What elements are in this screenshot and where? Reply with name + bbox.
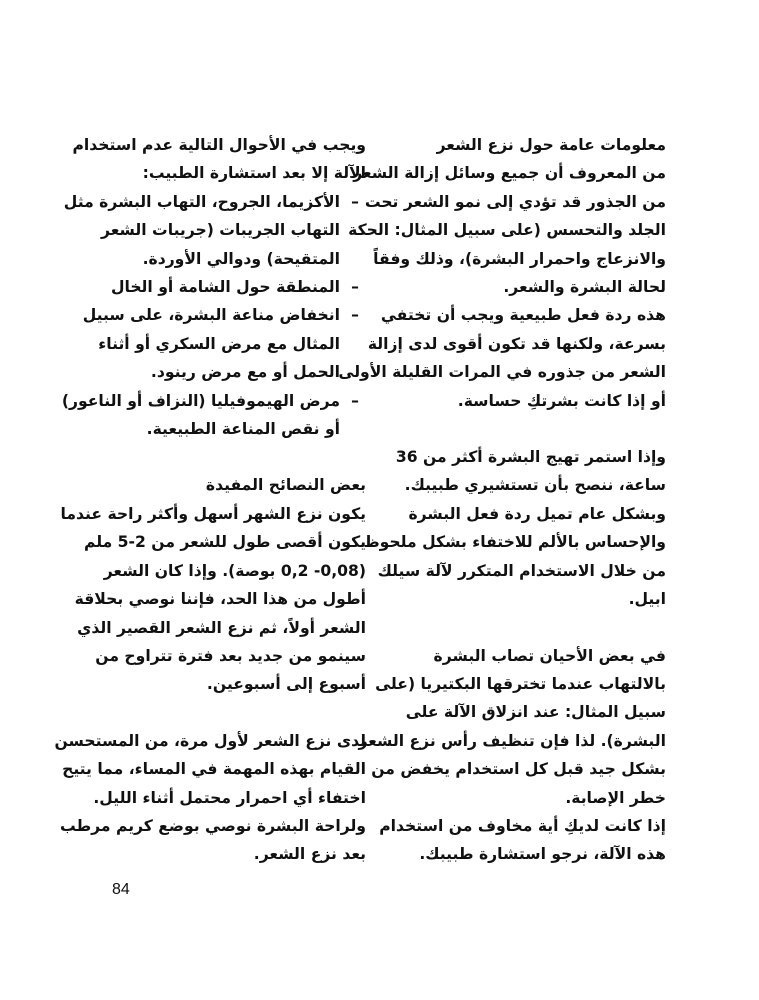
first-time-paragraph xyxy=(54,727,366,869)
text-line: من خلال الاستخدام المتكرر لآلة سيلك xyxy=(377,561,666,580)
dash-bullet: – xyxy=(351,391,359,410)
text-line: ولراحة البشرة نوصي بوضع كريم مرطب xyxy=(59,816,366,835)
text-line: (0,08- 0,2 بوصة). وإذا كان الشعر xyxy=(103,561,366,580)
text-line: سينمو من جديد بعد فترة تتراوح من xyxy=(95,646,366,665)
irritation-paragraph xyxy=(363,443,666,613)
concerns-paragraph xyxy=(379,812,666,869)
text-line: المثال مع مرض السكري أو أثناء xyxy=(98,334,340,353)
text-line: مرض الهيموفيليا (النزاف أو الناعور) xyxy=(61,391,340,410)
text-line: يكون أقصى طول للشعر من 2-5 ملم xyxy=(83,533,366,552)
text-line: المتقيحة) ودوالي الأوردة. xyxy=(142,249,340,268)
text-line: بسرعة، ولكنها قد تكون أقوى لدى إزالة xyxy=(367,334,666,353)
text-line: في بعض الأحيان تصاب البشرة xyxy=(433,646,666,665)
text-line: ساعة، ننصح بأن تستشيري طبيبك. xyxy=(404,476,666,495)
tips-title: بعض النصائح المفيدة xyxy=(205,476,366,495)
text-line: ويجب في الأحوال التالية عدم استخدام xyxy=(72,136,366,154)
text-line: الجلد والتحسس (على سبيل المثال: الحكة xyxy=(348,221,666,240)
warning-list-item xyxy=(63,188,366,273)
text-line: أطول من هذا الحد، فإننا نوصي بحلاقة xyxy=(74,590,366,609)
page-number: 84 xyxy=(112,881,130,898)
text-line: أسبوع إلى أسبوعين. xyxy=(206,675,366,694)
text-line: انخفاض مناعة البشرة، على سبيل xyxy=(82,306,340,325)
text-line: بالالتهاب عندما تخترقها البكتيريا (على xyxy=(375,674,666,693)
general-info-section xyxy=(348,131,666,301)
text-line: والإحساس بالألم للاختفاء بشكل ملحوظ xyxy=(363,533,666,552)
warning-list-item xyxy=(83,273,366,301)
reaction-paragraph xyxy=(338,301,666,415)
text-line: الحمل أو مع مرض رينود. xyxy=(150,363,340,382)
paragraph-gap xyxy=(396,614,666,642)
text-line: وإذا استمر تهيج البشرة أكثر من 36 xyxy=(395,448,666,467)
text-line: القيام بهذه المهمة في المساء، مما يتيح xyxy=(62,760,366,779)
text-line: خطر الإصابة. xyxy=(565,788,666,807)
text-line: وبشكل عام تميل ردة فعل البشرة xyxy=(408,504,666,523)
general-info-title: معلومات عامة حول نزع الشعر xyxy=(436,136,666,154)
text-line: الأكزيما، الجروح، التهاب البشرة مثل xyxy=(63,192,340,211)
text-line: اختفاء أي احمرار محتمل أثناء الليل. xyxy=(93,788,366,807)
text-line: هذه ردة فعل طبيعية ويجب أن تختفي xyxy=(380,306,666,325)
paragraph-gap xyxy=(83,443,366,471)
text-line: أو إذا كانت بشرتكِ حساسة. xyxy=(457,391,666,410)
text-line: من المعروف أن جميع وسائل إزالة الشعر xyxy=(353,164,666,183)
left-column xyxy=(54,131,366,869)
warning-section xyxy=(61,131,366,443)
text-line: من الجذور قد تؤدي إلى نمو الشعر تحت xyxy=(364,192,666,211)
warning-list-item xyxy=(83,301,366,386)
paragraph-gap xyxy=(396,415,666,443)
text-line: إذا كانت لديكِ أية مخاوف من استخدام xyxy=(379,816,666,835)
text-line: التهاب الجريبات (جريبات الشعر xyxy=(101,221,340,240)
text-line: يكون نزع الشهر أسهل وأكثر راحة عندما xyxy=(60,504,366,523)
text-line: هذه الآلة، نرجو استشارة طبيبك. xyxy=(419,845,666,864)
text-line: المنطقة حول الشامة أو الخال xyxy=(110,278,340,297)
text-line: ابيل. xyxy=(628,590,666,609)
text-line: بعد نزع الشعر. xyxy=(253,845,366,864)
paragraph-gap xyxy=(83,699,366,727)
text-line: بشكل جيد قبل كل استخدام يخفض من xyxy=(371,760,666,779)
text-line: لدى نزع الشعر لأول مرة، من المستحسن xyxy=(54,731,366,750)
infection-paragraph xyxy=(358,642,666,812)
text-line: أو نقص المناعة الطبيعية. xyxy=(146,420,340,439)
text-line: الشعر أولاً، ثم نزع الشعر القصير الذي xyxy=(77,618,366,637)
warning-list-item xyxy=(61,387,366,444)
tips-section xyxy=(60,471,366,698)
text-line: الآلة إلا بعد استشارة الطبيب: xyxy=(142,164,366,183)
dash-bullet: – xyxy=(351,306,359,325)
text-line: سبيل المثال: عند انزلاق الآلة على xyxy=(405,703,666,722)
text-line: الشعر من جذوره في المرات القليلة الأولى xyxy=(338,363,666,382)
text-line: البشرة). لذا فإن تنظيف رأس نزع الشعر xyxy=(358,731,666,750)
dash-bullet: – xyxy=(351,192,359,211)
dash-bullet: – xyxy=(351,278,359,297)
text-line: لحالة البشرة والشعر. xyxy=(503,278,666,297)
text-line: والانزعاج واحمرار البشرة)، وذلك وفقاً xyxy=(373,249,666,268)
right-column xyxy=(338,131,666,869)
